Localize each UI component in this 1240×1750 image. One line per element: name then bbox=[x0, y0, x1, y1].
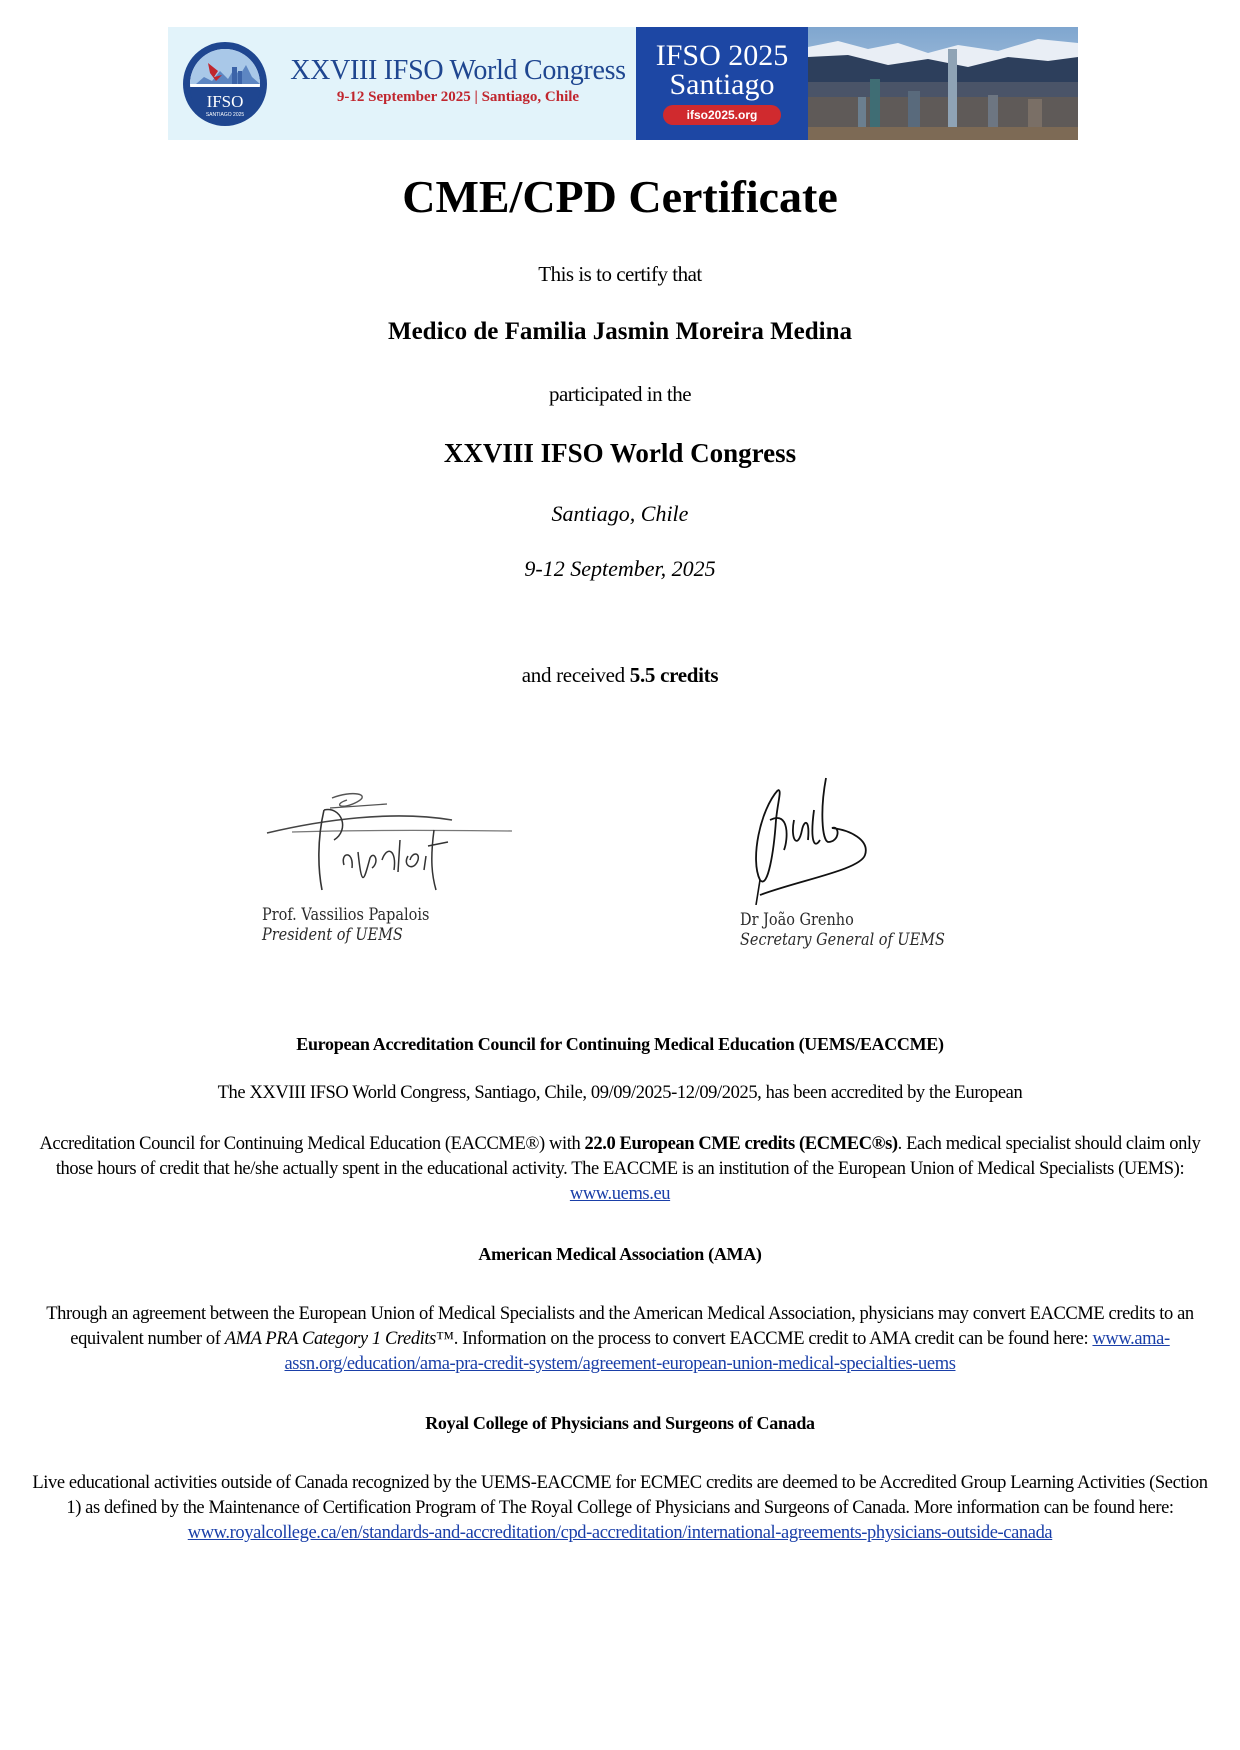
logo-subtext: SANTIAGO 2025 bbox=[205, 112, 245, 118]
uems-link[interactable]: www.uems.eu bbox=[569, 1184, 671, 1204]
certificate-title: CME/CPD Certificate bbox=[402, 171, 838, 222]
ama-text-a: Through an agreement between the European Union of Medical Specialists and the American Medical Association, physicians may convert EACCME credits to an equivalent number of bbox=[46, 1304, 1194, 1349]
ama-tm: ™ bbox=[435, 1329, 454, 1349]
banner-title-panel bbox=[168, 27, 636, 140]
eaccme-paragraph bbox=[28, 1132, 1212, 1207]
rcpsc-paragraph bbox=[28, 1471, 1212, 1546]
certify-text: This is to certify that bbox=[538, 262, 702, 286]
santiago-skyline-image bbox=[808, 27, 1078, 140]
badge-line2: Santiago bbox=[669, 68, 775, 101]
eaccme-text-b: . Each medical specialist should claim only those hours of credit that he/she actually spent in the educational activity. The EACCME is an institution of the European Union of Medical Specialists (UEMS): bbox=[55, 1134, 1201, 1179]
ama-text-b: . Information on the process to convert EACCME credit to AMA credit can be found here: bbox=[453, 1329, 1093, 1349]
signature-block-president bbox=[262, 780, 512, 945]
signatory-role: Secretary General of UEMS bbox=[740, 930, 945, 950]
royal-college-link[interactable]: www.royalcollege.ca/en/standards-and-accreditation/cpd-accreditation/international-agreements-physicians-outside-canada bbox=[187, 1523, 1053, 1543]
ama-link[interactable]: www.ama-assn.org/education/ama-pra-credit-system/agreement-european-union-medical-specialties-uems bbox=[284, 1329, 1170, 1374]
eaccme-credits: 22.0 European CME credits (ECMEC®s) bbox=[584, 1134, 898, 1154]
ama-paragraph bbox=[28, 1302, 1212, 1377]
signatory-role: President of UEMS bbox=[262, 925, 403, 945]
signatory-name: Dr João Grenho bbox=[740, 910, 854, 930]
ifso-logo-icon bbox=[182, 41, 268, 127]
credits-value: 5.5 credits bbox=[629, 663, 719, 687]
ama-credit-name: AMA PRA Category 1 Credits bbox=[224, 1329, 436, 1349]
eaccme-text-a: Accreditation Council for Continuing Medical Education (EACCME®) with bbox=[39, 1134, 585, 1154]
logo-text: IFSO bbox=[206, 92, 244, 111]
badge-line1: IFSO 2025 bbox=[655, 39, 789, 72]
banner-subtitle: 9-12 September 2025 | Santiago, Chile bbox=[336, 89, 580, 105]
credits-prefix: and received bbox=[521, 663, 625, 687]
signature-block-secretary bbox=[740, 770, 981, 950]
event-location: Santiago, Chile bbox=[551, 501, 689, 526]
eaccme-heading: European Accreditation Council for Continuing Medical Education (UEMS/EACCME) bbox=[296, 1034, 944, 1054]
eaccme-line1: The XXVIII IFSO World Congress, Santiago, Chile, 09/09/2025-12/09/2025, has been accredited by the European bbox=[217, 1083, 1023, 1103]
rcpsc-heading: Royal College of Physicians and Surgeons of Canada bbox=[425, 1413, 815, 1433]
event-name: XXVIII IFSO World Congress bbox=[443, 438, 797, 468]
event-dates: 9-12 September, 2025 bbox=[524, 556, 716, 581]
recipient-name: Medico de Familia Jasmin Moreira Medina bbox=[387, 318, 853, 345]
participated-text: participated in the bbox=[548, 382, 692, 406]
signature-papalois-icon bbox=[262, 780, 512, 900]
rcpsc-text-a: Live educational activities outside of Canada recognized by the UEMS-EACCME for ECMEC credits are deemed to be Accredited Group Learning Activities (Section 1) as defined by the Maintenance of Certification Program of The Royal College of Physicians and Surgeons of Canada. More information can be found here: bbox=[32, 1473, 1208, 1518]
banner-badge bbox=[636, 27, 808, 140]
congress-banner bbox=[168, 27, 1078, 140]
credits-line bbox=[0, 663, 1240, 688]
badge-url: ifso2025.org bbox=[663, 105, 782, 125]
signature-grenho-icon bbox=[740, 770, 890, 905]
ama-heading: American Medical Association (AMA) bbox=[478, 1244, 762, 1264]
signatory-name: Prof. Vassilios Papalois bbox=[262, 905, 430, 925]
banner-title: XXVIII IFSO World Congress bbox=[290, 55, 626, 86]
